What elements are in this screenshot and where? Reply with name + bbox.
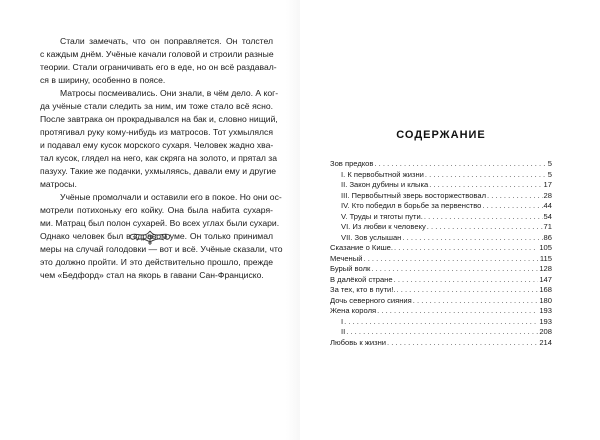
toc-entry-page: 28 [543,190,552,200]
toc-leader-dots [429,180,542,191]
toc-leader-dots [346,327,538,338]
table-of-contents [330,159,552,348]
toc-entry-title: I [341,316,344,326]
toc-entry [330,233,552,244]
toc-entry [330,212,552,223]
text-line: это должно пройти. И это действительно прошло, прежде [40,257,273,267]
text-line: и подавал ему кусок морского сухаря. Человек жадно хва- [40,140,274,150]
text-line: После завтрака он прокрадывался на бак и, словно нищий, [40,114,278,124]
toc-entry-title: V. Труды и тяготы пути. [341,211,423,221]
toc-leader-dots [397,285,539,296]
toc-entry-page: 193 [539,316,552,326]
toc-entry [330,243,552,254]
toc-entry-page: 71 [543,222,552,231]
toc-entry-page: 208 [539,327,552,336]
toc-entry [330,191,552,202]
toc-entry [330,170,552,181]
toc-leader-dots [394,243,538,254]
text-line: ми. Матрац был полон сухарей. Во всех углах были сухари. [40,218,280,228]
toc-entry [330,317,552,328]
toc-entry-page: 180 [539,295,552,305]
toc-entry-page: 128 [539,264,552,273]
toc-entry-page: 147 [539,274,552,284]
text-line: Стали замечать, что он поправляется. Он толстел [60,36,273,46]
toc-entry-title: VI. Из любви к человеку [341,222,426,231]
toc-entry-page: 193 [539,306,552,315]
toc-entry-page: 115 [539,253,552,263]
toc-leader-dots [482,201,542,212]
text-line: Учёные промолчали и оставили его в покое. Но они ос- [60,192,282,202]
toc-entry-title: IV. Кто победил в борьбе за первенство [341,201,482,210]
toc-leader-dots [413,296,539,307]
toc-entry-title: Любовь к жизни [330,337,387,347]
text-line: Матросы посмеивались. Они знали, в чём дело. А ког- [60,88,279,98]
text-line: с каждым днём. Учёные качали головой и строили разные [40,49,274,59]
text-line: матросы. [40,179,77,189]
toc-leader-dots [402,233,542,244]
toc-entry [330,327,552,338]
text-line: меры на случай голодовки — вот и всё. Учёные сказали, что [40,244,283,254]
toc-leader-dots [377,306,538,317]
text-line: пазуху. Такие же подачки, ухмыляясь, давали ему и другие [40,166,277,176]
toc-leader-dots [487,191,543,202]
text-line: тал кусок, глядел на него, как скряга на золото, и прятал за [40,153,277,163]
toc-entry [330,201,552,212]
toc-entry-title: VII. Зов услышан [341,232,402,242]
toc-entry-title: III. Первобытный зверь восторжествовал [341,190,487,200]
toc-entry-page: 54 [543,211,552,221]
toc-leader-dots [363,254,538,265]
toc-entry [330,275,552,286]
toc-entry [330,180,552,191]
toc-leader-dots [387,338,538,349]
toc-entry [330,159,552,170]
toc-entry-title: Дочь северного сияния [330,295,412,305]
toc-entry-title: I. К первобытной жизни [341,169,424,179]
text-line: чем «Бедфорд» стал на якорь в гавани Сан-Франциско. [40,270,264,280]
toc-leader-dots [424,212,543,223]
toc-entry [330,285,552,296]
toc-leader-dots [427,222,543,233]
toc-entry [330,306,552,317]
toc-entry [330,296,552,307]
toc-leader-dots [425,170,547,181]
toc-entry [330,338,552,349]
toc-entry-title: Бурый волк [330,264,371,273]
toc-heading: СОДЕРЖАНИЕ [396,129,486,141]
toc-entry-title: Жена короля [330,306,377,315]
toc-entry-page: 168 [539,285,552,294]
toc-entry-page: 17 [543,180,552,189]
toc-entry [330,254,552,265]
toc-leader-dots [344,317,538,328]
scroll-flourish-ornament-icon [128,228,172,246]
toc-leader-dots [371,264,538,275]
text-line: Однако человек был в здравом уме. Он только принимал [40,231,273,241]
text-line: теории. Стали ограничивать его в еде, но он всё раздавал- [40,62,277,72]
toc-leader-dots [374,159,546,170]
toc-entry-title: В далёкой стране [330,274,393,284]
toc-entry-title: Сказание о Кише. [330,243,394,252]
toc-entry-title: За тех, кто в пути!. [330,285,396,294]
toc-entry-title: Меченый [330,253,363,263]
toc-entry-page: 5 [547,169,552,179]
text-line: мотрели потихоньку его койку. Она была набита сухаря- [40,205,273,215]
text-line: протягивал руку кому-нибудь из матросов. Тот ухмылялся [40,127,273,137]
text-line: ся в ширину, особенно в поясе. [40,75,166,85]
toc-entry-title: II. Закон дубины и клыка [341,180,429,189]
toc-leader-dots [394,275,539,286]
text-line: да учёные стали следить за ним, им тоже стало всё ясно. [40,101,273,111]
toc-entry-title: II [341,327,346,336]
toc-entry [330,222,552,233]
toc-entry [330,264,552,275]
toc-entry-page: 105 [539,243,552,252]
toc-entry-page: 5 [547,159,552,168]
toc-entry-page: 214 [539,337,552,347]
toc-entry-title: Зов предков [330,159,374,168]
toc-entry-page: 44 [543,201,552,210]
toc-entry-page: 86 [543,232,552,242]
